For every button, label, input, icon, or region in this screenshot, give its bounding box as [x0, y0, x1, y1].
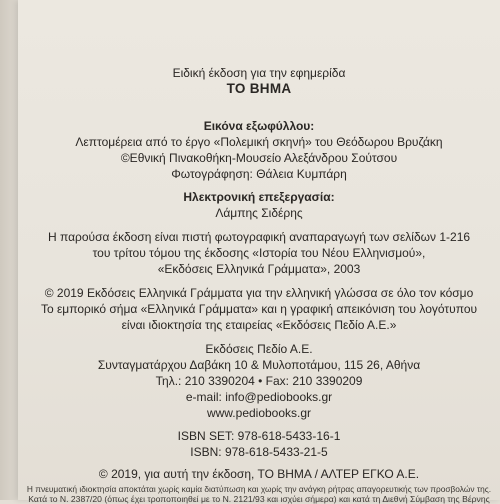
page-gutter — [0, 0, 18, 500]
edition-line-2: του τρίτου τόμου της έκδοσης «Ιστορία του Νέου Ελληνισμού», — [92, 246, 426, 260]
publisher-website: www.pediobooks.gr — [206, 406, 312, 420]
cover-photo-credit: Φωτογράφηση: Θάλεια Κυμπάρη — [171, 167, 347, 181]
cover-museum-credit: ©Εθνική Πινακοθήκη-Μουσείο Αλεξάνδρου Σούτσου — [120, 151, 398, 165]
publisher-name: Εκδόσεις Πεδίο Α.Ε. — [205, 342, 313, 356]
processing-name: Λάμπης Σιδέρης — [215, 206, 303, 220]
isbn-volume: ISBN: 978-618-5433-21-5 — [190, 445, 328, 459]
copyright-line-1: © 2019 Εκδόσεις Ελληνικά Γράμματα για την ελληνική γλώσσα σε όλο τον κόσμο — [44, 286, 474, 300]
legal-notice-line-2: Κατά το Ν. 2387/20 (όπως έχει τροποποιηθεί με το Ν. 2121/93 και ισχύει σήμερα) και κατά τη Διεθνή Σύμβαση της Βέρνης — [28, 494, 490, 504]
copyright-line-3: είναι ιδιοκτησία της εταιρείας «Εκδόσεις Πεδίο Α.Ε.» — [121, 318, 397, 332]
processing-heading: Ηλεκτρονική επεξεργασία: — [183, 190, 335, 204]
isbn-set: ISBN SET: 978-618-5433-16-1 — [177, 429, 341, 443]
edition-line-3: «Εκδόσεις Ελληνικά Γράμματα», 2003 — [157, 262, 361, 276]
legal-notice-line-1: Η πνευματική ιδιοκτησία αποκτάται χωρίς καμία διατύπωση και χωρίς την ανάγκη ρήτρας απαγορευτικής των προσβολών της. — [26, 484, 492, 494]
newspaper-title: ΤΟ ΒΗΜΑ — [226, 81, 292, 96]
edition-subtitle: Ειδική έκδοση για την εφημερίδα — [172, 66, 346, 80]
publisher-email: e-mail: info@pediobooks.gr — [185, 390, 333, 404]
edition-line-1: Η παρούσα έκδοση είναι πιστή φωτογραφική αναπαραγωγή των σελίδων 1-216 — [47, 230, 471, 244]
copyright-line-2: Το εμπορικό σήμα «Ελληνικά Γράμματα» και η γραφική απεικόνιση του λογότυπου — [40, 302, 478, 316]
cover-heading: Εικόνα εξωφύλλου: — [203, 119, 315, 133]
publisher-address: Συνταγματάρχου Δαβάκη 10 & Μυλοποτάμου, 115 26, Αθήνα — [97, 358, 421, 372]
publisher-phones: Τηλ.: 210 3390204 • Fax: 210 3390209 — [155, 374, 363, 388]
cover-artwork-credit: Λεπτομέρεια από το έργο «Πολεμική σκηνή» του Θεόδωρου Βρυζάκη — [75, 135, 443, 149]
special-edition-copyright: © 2019, για αυτή την έκδοση, ΤΟ ΒΗΜΑ / ΑΛΤΕΡ ΕΓΚΟ Α.Ε. — [98, 467, 420, 481]
